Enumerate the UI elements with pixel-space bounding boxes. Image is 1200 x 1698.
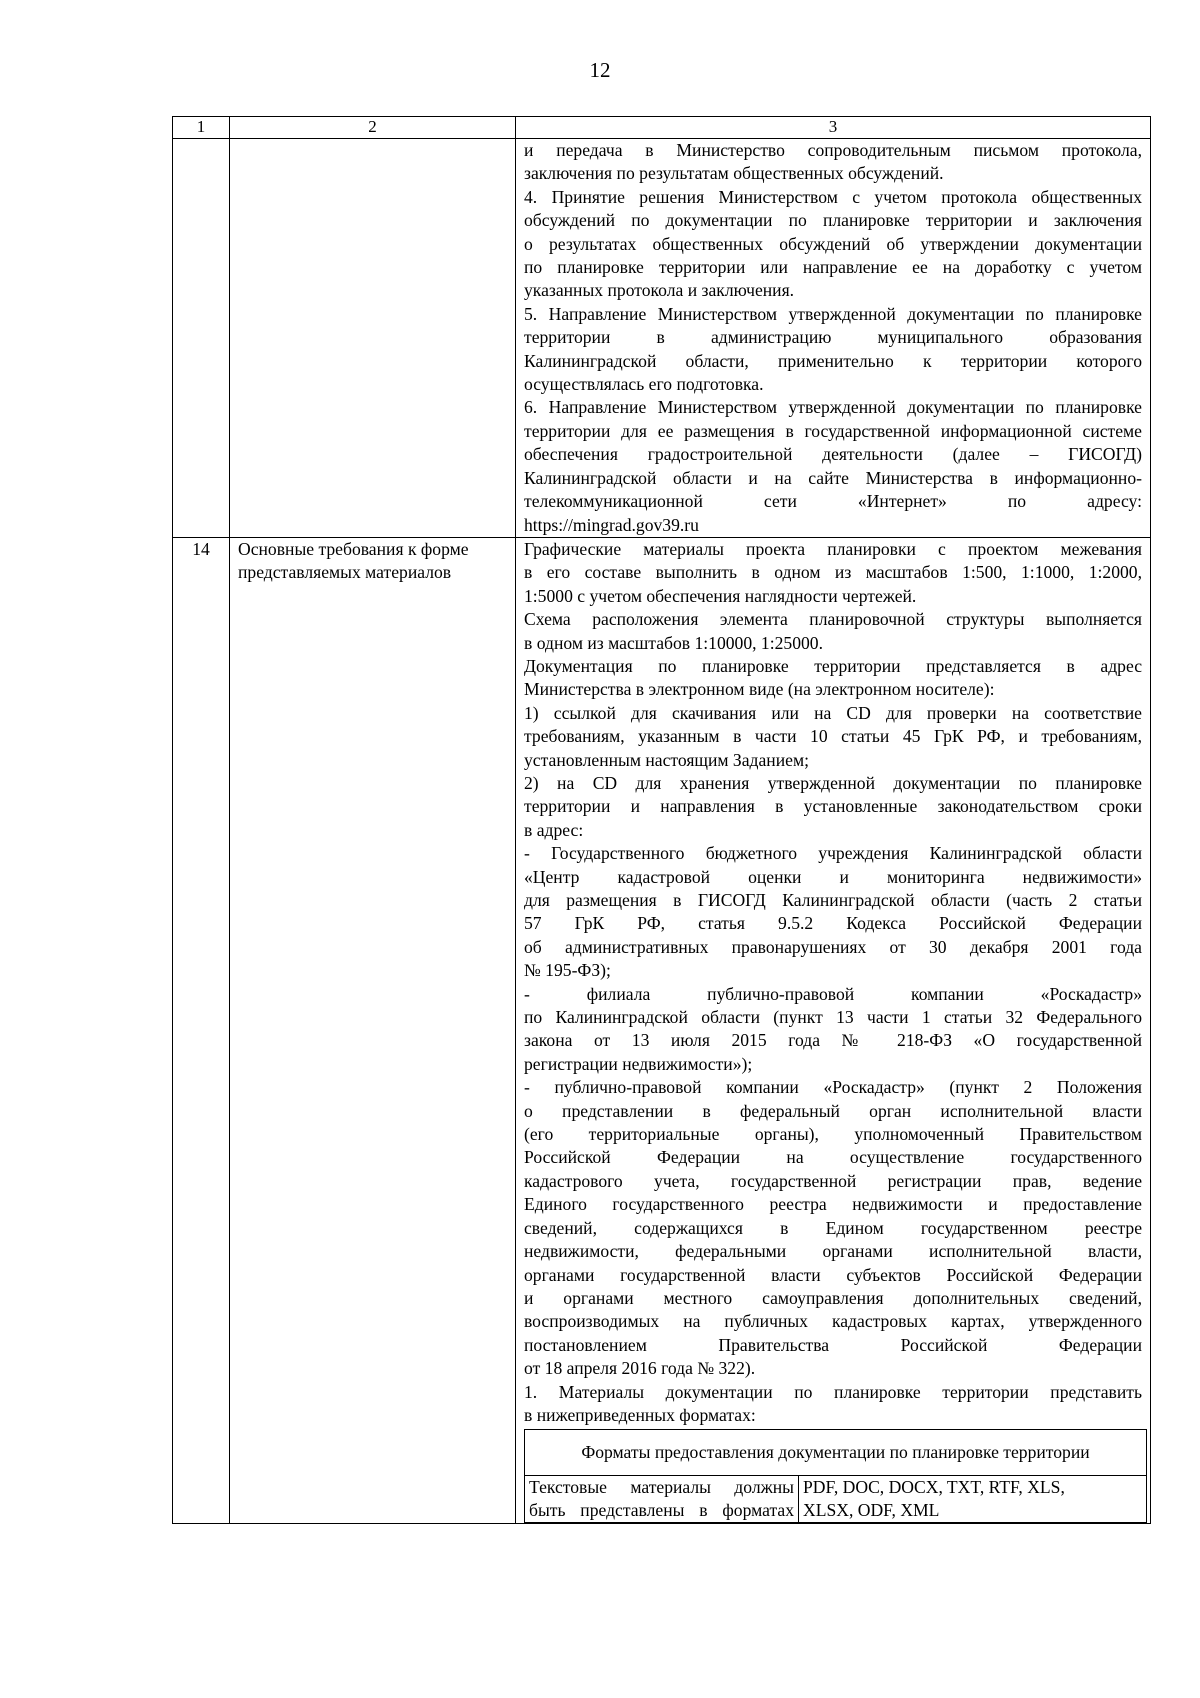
text-line: требованиям, указанным в части 10 статьи 45 ГрК РФ, и требованиям, [524,726,1142,747]
row-content-cell [516,537,1151,1523]
column-header-3: 3 [516,117,1151,139]
text-line: Министерства в электронном виде (на электронном носителе): [524,679,995,700]
text-line: в адрес: [524,819,584,840]
text-line: органами государственной власти субъектов Российской Федерации [524,1264,1142,1285]
page-number: 12 [589,58,611,82]
text-line: 1) ссылкой для скачивания или на CD для проверки на соответствие [524,702,1142,723]
row-label-cell-empty [230,139,516,538]
text-line: - филиала публично-правовой компании «Роскадастр» [524,983,1142,1004]
row-number-cell-empty [173,139,230,538]
table-row-14 [173,537,1151,1523]
formats-list-line: XLSX, ODF, XML [803,1500,940,1521]
text-line: обсуждений по документации по планировке территории и заключения [524,210,1142,231]
text-line: № 195-ФЗ); [524,960,611,981]
text-line: постановлением Правительства Российской Федерации [524,1334,1142,1355]
text-line: Единого государственного реестра недвижимости и предоставление [524,1194,1142,1215]
text-line: по планировке территории или направление ее на доработку с учетом [524,257,1142,278]
column-header-2: 2 [230,117,516,139]
text-line: Калининградской области и на сайте Министерства в информационно- [524,467,1142,488]
requirements-text [524,538,1142,1427]
text-line: 1:5000 с учетом обеспечения наглядности чертежей. [524,585,917,606]
text-line: «Центр кадастровой оценки и мониторинга недвижимости» [524,866,1142,887]
text-line: Схема расположения элемента планировочной структуры выполняется [524,609,1142,630]
text-line: регистрации недвижимости»); [524,1053,753,1074]
formats-table [524,1429,1147,1523]
text-line: https://mingrad.gov39.ru [524,514,699,535]
formats-table-row [525,1476,1147,1523]
row-number: 14 [173,537,230,1523]
column-header-1: 1 [173,117,230,139]
text-line: (его территориальные органы), уполномоченный Правительством [524,1124,1142,1145]
text-line: 57 ГрК РФ, статья 9.5.2 Кодекса Российской Федерации [524,913,1142,934]
row-label: Основные требования к форме представляемых материалов [230,537,516,1523]
text-line: и органами местного самоуправления дополнительных сведений, [524,1287,1142,1308]
text-line: Российской Федерации на осуществление государственного [524,1147,1142,1168]
text-line: осуществлялась его подготовка. [524,374,764,395]
text-line: в нижеприведенных форматах: [524,1404,756,1425]
text-line: в его составе выполнить в одном из масштабов 1:500, 1:1000, 1:2000, [524,562,1142,583]
text-line: установленным настоящим Заданием; [524,749,809,770]
requirements-table [172,116,1151,1524]
text-line: Калининградской области, применительно к территории которого [524,350,1142,371]
text-line: территории и направления в установленные законодательством сроки [524,796,1142,817]
text-line: о результатах общественных обсуждений об утверждении документации [524,233,1142,254]
text-line: Графические материалы проекта планировки с проектом межевания [524,538,1142,559]
text-line: Документация по планировке территории представляется в адрес [524,655,1142,676]
formats-table-caption: Форматы предоставления документации по планировке территории [525,1430,1147,1476]
text-line: территории для ее размещения в государственной информационной системе [524,420,1142,441]
formats-type-cell [525,1476,799,1523]
text-line: обеспечения градостроительной деятельности (далее – ГИСОГД) [524,444,1142,465]
text-line: 2) на CD для хранения утвержденной документации по планировке [524,772,1142,793]
text-line: сведений, содержащихся в Едином государственном реестре [524,1217,1142,1238]
table-row-continuation [173,139,1151,538]
text-line: закона от 13 июля 2015 года № 218-ФЗ «О государственной [524,1030,1142,1051]
text-line: территории в администрацию муниципального образования [524,327,1142,348]
text-line: - публично-правовой компании «Роскадастр» (пункт 2 Положения [524,1077,1142,1098]
text-line: о представлении в федеральный орган исполнительной власти [524,1100,1142,1121]
text-line: - Государственного бюджетного учреждения Калининградской области [524,843,1142,864]
formats-list-line: PDF, DOC, DOCX, TXT, RTF, XLS, [803,1477,1065,1498]
text-line: воспроизводимых на публичных кадастровых картах, утвержденного [524,1311,1142,1332]
text-line: кадастрового учета, государственной регистрации прав, ведение [524,1170,1142,1191]
formats-list-cell [799,1476,1147,1523]
text-line: об административных правонарушениях от 30 декабря 2001 года [524,936,1142,957]
table-header-row [173,117,1151,139]
text-line: для размещения в ГИСОГД Калининградской области (часть 2 статьи [524,890,1142,910]
text-line: 6. Направление Министерством утвержденной документации по планировке [524,397,1142,418]
text-line: по Калининградской области (пункт 13 части 1 статьи 32 Федерального [524,1007,1142,1028]
text-line: 5. Направление Министерством утвержденной документации по планировке [524,303,1142,324]
text-line: и передача в Министерство сопроводительным письмом протокола, [524,140,1142,160]
text-line: телекоммуникационной сети «Интернет» по адресу: [524,491,1142,512]
text-line: указанных протокола и заключения. [524,280,795,301]
text-line: 1. Материалы документации по планировке территории представить [524,1381,1142,1402]
formats-type-line: быть представлены в форматах [529,1500,794,1521]
text-line: недвижимости, федеральными органами исполнительной власти, [524,1241,1142,1262]
row-content-cell [516,139,1151,538]
text-line: заключения по результатам общественных обсуждений. [524,163,944,184]
continuation-text [524,139,1142,537]
text-line: в одном из масштабов 1:10000, 1:25000. [524,632,823,653]
text-line: 4. Принятие решения Министерством с учетом протокола общественных [524,186,1142,207]
formats-type-line: Текстовые материалы должны [529,1477,794,1498]
text-line: от 18 апреля 2016 года № 322). [524,1358,756,1379]
